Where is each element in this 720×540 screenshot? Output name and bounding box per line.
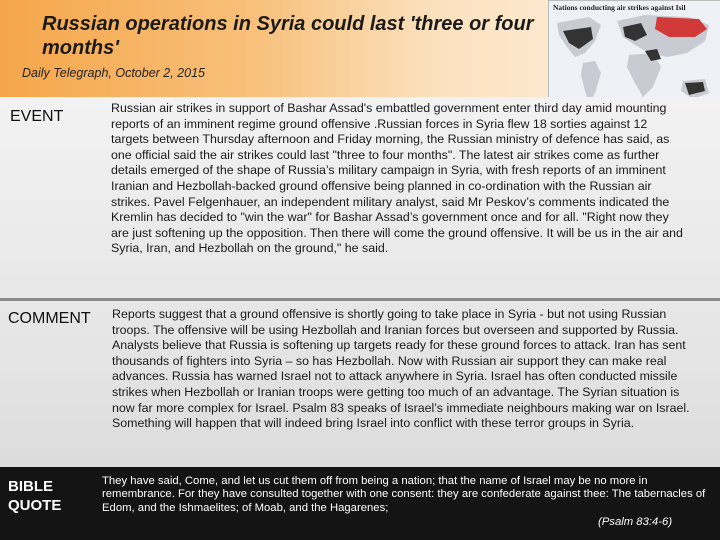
bible-label-line2: QUOTE [8, 497, 62, 514]
bible-quote-label [8, 477, 61, 515]
bible-label-line1: BIBLE [8, 478, 53, 495]
world-map-image [548, 0, 720, 112]
comment-text: Reports suggest that a ground offensive is shortly going to take place in Syria - but not using Russian troops. The offensive will be using Hezbollah and Iranian forces but overseen and supported by Russia. Analysts believe that Russia is softening up targets ready for these ground forces to attack. Iran has sent thousands of fighters into Syria – so has Hezbollah. Now with Russian air support they can make real advances. Russia has warned Israel not to attack anywhere in Syria. Israel has often conducted missile strikes when Hezbollah or Iranian troops were getting too much of an advantage. The Syrian situation is now far more complex for Israel. Psalm 83 speaks of Israel’s immediate neighbours making war on Israel. Something will happen that will indeed bring Israel into conflict with these terror groups in Syria. [112, 307, 690, 431]
bible-reference: (Psalm 83:4-6) [598, 516, 673, 528]
source-citation: Daily Telegraph, October 2, 2015 [22, 66, 205, 80]
event-label: EVENT [10, 108, 64, 125]
bible-quote-text: They have said, Come, and let us cut them off from being a nation; that the name of Israel may be no more in remembrance. For they have consulted together with one consent: they are confederate against thee: The tabernacles of Edom, and the Ishmaelites; of Moab, and the Hagarenes; [102, 475, 706, 514]
map-title: Nations conducting air strikes against Isil [553, 3, 686, 12]
comment-label: COMMENT [8, 310, 91, 327]
section-divider [0, 298, 720, 301]
event-text: Russian air strikes in support of Bashar Assad's embattled government enter third day amid mounting reports of an imminent regime ground offensive .Russian forces in Syria flew 18 sorties against 12 targets between Thursday afternoon and Friday morning, the Russian ministry of defence has said, as one official said the air strikes could last "three to four months". The latest air strikes come as further details emerged of the shape of Russia’s military campaign in Syria, with fresh reports of an imminent Iranian and Hezbollah-backed ground offensive being planned in co-ordination with the Russian air strikes. Pavel Felgenhauer, an independent military analyst, said Mr Peskov’s comments indicated the Kremlin has decided to "win the war" for Bashar Assad’s government once and for all. "Right now they are just softening up the opposition. Then there will come the ground offensive. It will be us in the air and Syria, Iran, and Hezbollah on the ground," he said. [111, 101, 683, 256]
page-title: Russian operations in Syria could last 'three or four months' [42, 13, 534, 59]
